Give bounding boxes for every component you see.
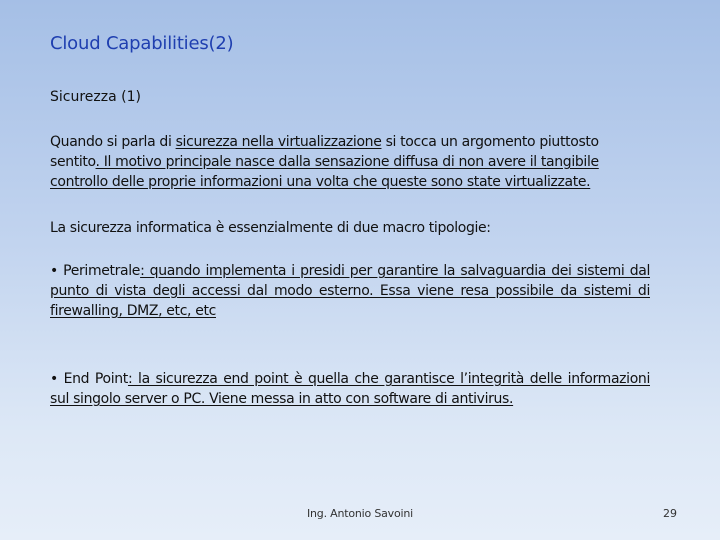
bullet-end-point-label: End Point [63,371,128,387]
page-number: 29 [663,507,677,520]
intro-text-c: si tocca un argomento piuttosto sentito [50,134,599,170]
bullet-end-point [50,369,650,409]
bullet-end-point-marker: • [50,371,64,387]
intro-text-d: . Il motivo principale nasce dalla sensazione diffusa di non avere il tangibile controllo delle proprie informazioni una volta che queste sono state virtualizzate. [50,154,599,190]
paragraph-intro [50,132,650,192]
bullet-perimetrale-text: : quando implementa i presidi per garantire la salvaguardia dei sistemi dal punto di vista degli accessi dal modo esterno. Essa viene resa possibile da sistemi di firewalling, DMZ, etc, etc [50,263,650,319]
intro-text-a: Quando si parla di [50,134,176,150]
bullet-perimetrale-marker: • [50,263,64,279]
paragraph-types: La sicurezza informatica è essenzialmente di due macro tipologie: [50,220,491,236]
intro-text-b: sicurezza nella virtualizzazione [175,134,382,150]
bullet-end-point-text: : la sicurezza end point è quella che garantisce l’integrità delle informazioni sul singolo server o PC. Viene messa in atto con software di antivirus. [50,371,650,407]
bullet-perimetrale-label: Perimetrale [63,263,141,279]
slide-subtitle: Sicurezza (1) [50,89,141,105]
bullet-perimetrale [50,261,650,321]
footer-author: Ing. Antonio Savoini [306,507,414,520]
slide-title: Cloud Capabilities(2) [50,33,234,54]
